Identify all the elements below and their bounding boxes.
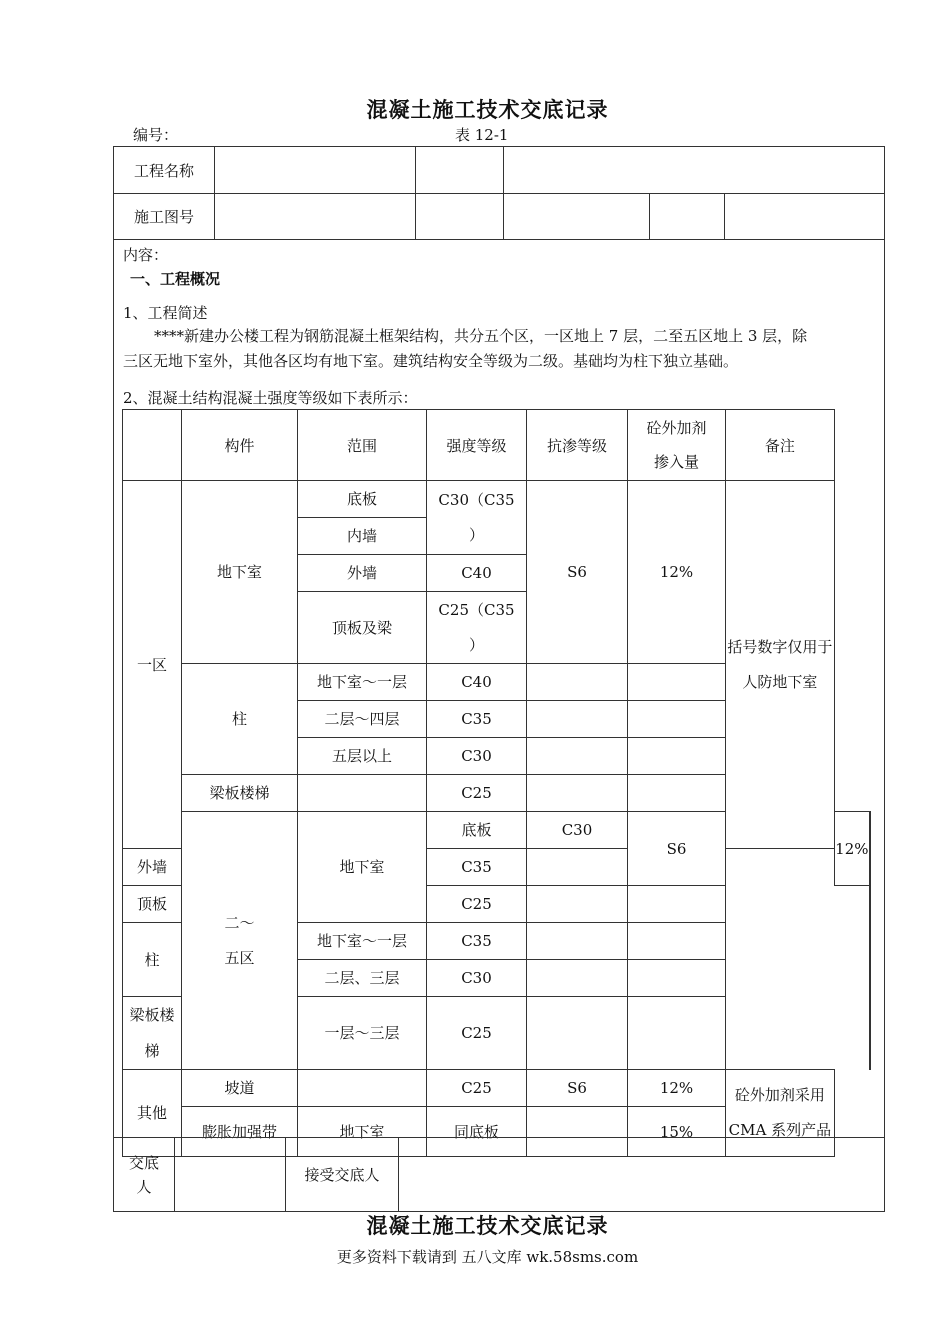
empty-cell (628, 738, 726, 775)
empty-cell (628, 664, 726, 701)
empty-cell (527, 738, 628, 775)
col-header-grade: 强度等级 (427, 410, 527, 481)
empty-cell (527, 997, 628, 1070)
zone1-column: 柱 (182, 664, 298, 775)
col-header-admix (628, 410, 726, 481)
zone-line: 五区 (224, 948, 255, 967)
zone1-roof-grade (427, 592, 527, 664)
empty-cell (298, 775, 427, 812)
zone-line: 二～ (224, 913, 255, 932)
strength-table (122, 409, 871, 1157)
zone2-seepage: S6 (628, 812, 726, 886)
grade-line: ） (468, 635, 484, 654)
zone2-remark (869, 812, 870, 1070)
header-blank-cell (504, 147, 885, 194)
zone1-floor: 底板 (298, 481, 427, 518)
other-band-grade: 同底板 (427, 1107, 527, 1157)
corner-cell (123, 410, 182, 481)
subsection-2: 2、混凝土结构混凝土强度等级如下表所示： (123, 389, 418, 407)
other-band-admix: 15% (628, 1107, 726, 1157)
other-ramp-admix: 12% (628, 1070, 726, 1107)
other-ramp-grade: C25 (427, 1070, 527, 1107)
header-table (113, 146, 885, 240)
zone1-col-range: 二层～四层 (298, 701, 427, 738)
discloser-label (114, 1138, 175, 1212)
other-band-range: 地下室 (298, 1107, 427, 1157)
zone2-column: 柱 (123, 923, 182, 997)
zone1-col-range: 地下室～一层 (298, 664, 427, 701)
footer-link[interactable]: 更多资料下载请到 五八文库 wk.58sms.com (336, 1248, 639, 1266)
drawing-value[interactable] (215, 194, 416, 240)
header-blank-cell (650, 194, 725, 240)
receiver-label: 接受交底人 (286, 1138, 399, 1212)
zone1-floor-grade (427, 481, 527, 555)
subsection-1: 1、工程简述 (123, 304, 208, 322)
empty-cell (628, 960, 726, 997)
zone2-stairs: 梁板楼梯 (123, 997, 182, 1070)
zone1-outer-wall: 外墙 (298, 555, 427, 592)
zone2-admix: 12% (834, 812, 869, 886)
zone1-admix: 12% (628, 481, 726, 664)
col-header-seepage: 抗渗等级 (527, 410, 628, 481)
label-line: 人 (136, 1177, 152, 1196)
zone2-col-grade: C30 (427, 960, 527, 997)
zone1-remark (726, 481, 835, 849)
project-name-label: 工程名称 (114, 147, 215, 194)
zone2-stairs-range: 一层～三层 (298, 997, 427, 1070)
zone2-roof: 顶板 (123, 886, 182, 923)
zone2-floor-grade: C30 (527, 812, 628, 849)
label-line: 交底 (128, 1153, 159, 1172)
admix-line-2: 掺入量 (653, 453, 699, 471)
empty-cell (628, 923, 726, 960)
table-number: 表 12-1 (455, 126, 509, 144)
zone2-floor: 底板 (427, 812, 527, 849)
empty-cell (527, 664, 628, 701)
zone1-col-grade: C30 (427, 738, 527, 775)
other-ramp: 坡道 (182, 1070, 298, 1107)
content-label: 内容： (123, 246, 169, 264)
grade-line: C30（C35 (438, 490, 515, 509)
section-heading: 一、工程概况 (130, 270, 221, 288)
number-label: 编号： (133, 126, 179, 144)
col-header-range: 范围 (298, 410, 427, 481)
zone1-seepage: S6 (527, 481, 628, 664)
zone2-outer-grade: C35 (427, 849, 527, 886)
discloser-signature[interactable] (175, 1138, 286, 1212)
empty-cell (527, 923, 628, 960)
other-label: 其他 (123, 1070, 182, 1157)
zone1-inner-wall: 内墙 (298, 518, 427, 555)
zone2-col-range: 二层、三层 (298, 960, 427, 997)
remark-line: CMA 系列产品 (728, 1121, 832, 1139)
paragraph-line: ****新建办公楼工程为钢筋混凝土框架结构，共分五个区，一区地上 7 层，二至五区地上 3 层，除 (154, 327, 808, 345)
empty-cell (527, 775, 628, 812)
empty-cell (527, 960, 628, 997)
zone1-roof-beam: 顶板及梁 (298, 592, 427, 664)
zone1-label: 一区 (123, 481, 182, 849)
zone1-col-grade: C35 (427, 701, 527, 738)
zone2-col-range: 地下室～一层 (298, 923, 427, 960)
drawing-label: 施工图号 (114, 194, 215, 240)
empty-cell (628, 886, 726, 923)
header-blank-cell (725, 194, 885, 240)
project-name-value[interactable] (215, 147, 416, 194)
zone2-outer-wall: 外墙 (123, 849, 182, 886)
zone2-col-grade: C35 (427, 923, 527, 960)
zone1-basement: 地下室 (182, 481, 298, 664)
header-blank-cell (416, 194, 504, 240)
other-ramp-seepage: S6 (527, 1070, 628, 1107)
zone1-stairs-grade: C25 (427, 775, 527, 812)
zone1-stairs: 梁板楼梯 (182, 775, 298, 812)
empty-cell (628, 997, 726, 1070)
signature-table (113, 1137, 885, 1212)
receiver-signature[interactable] (399, 1138, 885, 1212)
header-blank-cell (416, 147, 504, 194)
empty-cell (527, 701, 628, 738)
remark-line: 砼外加剂采用 (734, 1086, 825, 1104)
remark-line: 括号数字仅用于 (727, 637, 833, 656)
document-title: 混凝土施工技术交底记录 (366, 97, 609, 122)
header-blank-cell (504, 194, 650, 240)
zone1-col-grade: C40 (427, 664, 527, 701)
remark-line: 人防地下室 (742, 672, 818, 691)
empty-cell (628, 701, 726, 738)
zone2-label (182, 812, 298, 1070)
zone2-roof-grade: C25 (427, 886, 527, 923)
zone1-col-range: 五层以上 (298, 738, 427, 775)
zone2-stairs-grade: C25 (427, 997, 527, 1070)
grade-line: C25（C35 (438, 600, 515, 619)
grade-line: ） (468, 525, 484, 544)
zone1-outer-grade: C40 (427, 555, 527, 592)
zone2-basement: 地下室 (298, 812, 427, 923)
col-header-component: 构件 (182, 410, 298, 481)
empty-cell (527, 886, 628, 923)
empty-cell (628, 775, 726, 812)
footer-title: 混凝土施工技术交底记录 (366, 1213, 609, 1238)
empty-cell (298, 1070, 427, 1107)
other-band: 膨胀加强带 (182, 1107, 298, 1157)
paragraph-line: 三区无地下室外，其他各区均有地下室。建筑结构安全等级为二级。基础均为柱下独立基础。 (123, 352, 739, 370)
admix-line-1: 砼外加剂 (646, 419, 707, 437)
col-header-remark: 备注 (726, 410, 835, 481)
